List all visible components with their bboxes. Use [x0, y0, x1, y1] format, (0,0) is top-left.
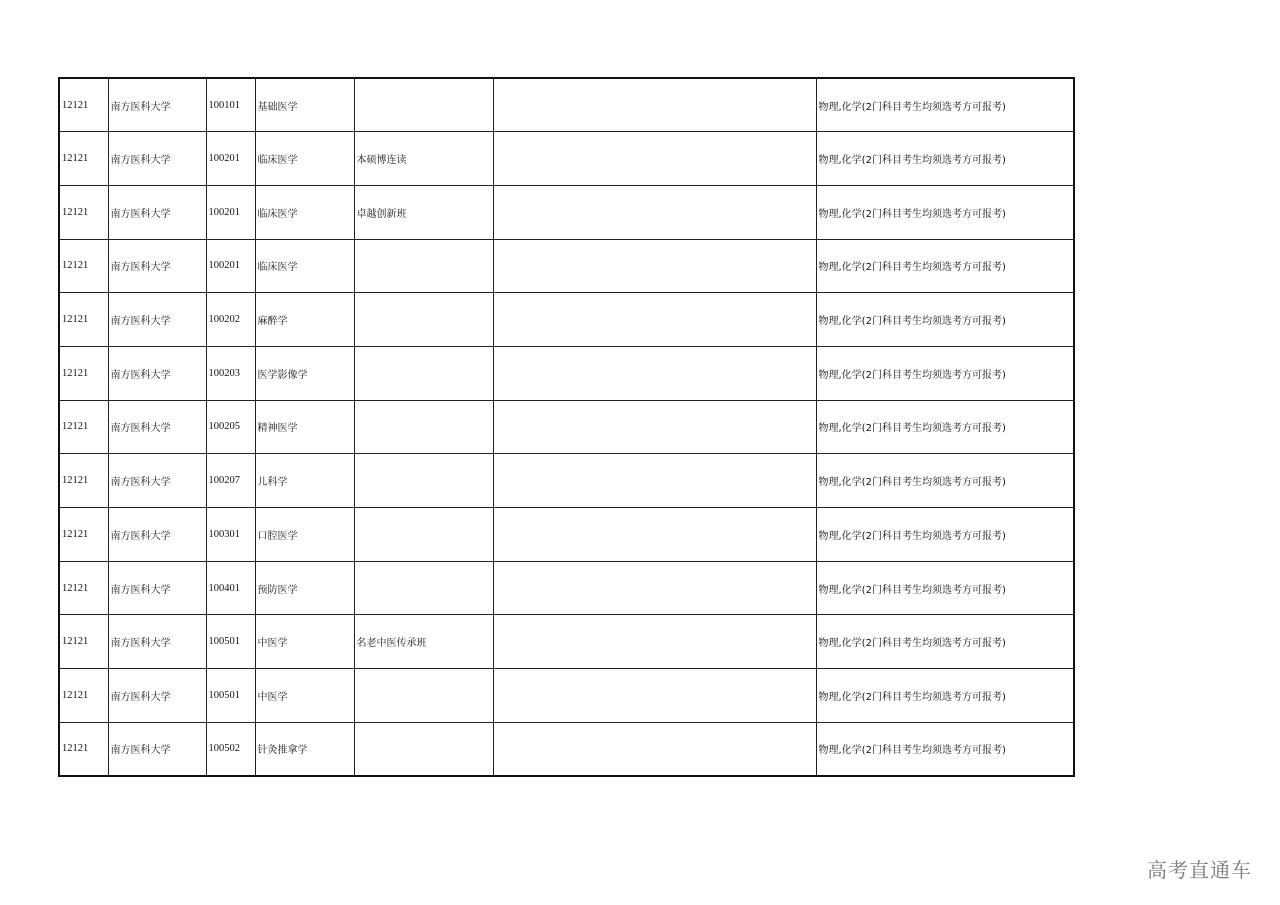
- major-note-cell: [354, 508, 493, 562]
- subject-requirement-cell: 物理,化学(2门科目考生均须选考方可报考): [816, 615, 1074, 669]
- major-note-cell: [354, 400, 493, 454]
- major-code-cell: 100301: [206, 508, 255, 562]
- major-note-cell: [354, 293, 493, 347]
- school-name-cell: 南方医科大学: [108, 615, 206, 669]
- school-name-cell: 南方医科大学: [108, 239, 206, 293]
- major-note-cell: 名老中医传承班: [354, 615, 493, 669]
- major-note-cell: [354, 561, 493, 615]
- major-note-cell: [354, 346, 493, 400]
- blank-cell: [493, 185, 816, 239]
- major-name-cell: 医学影像学: [255, 346, 354, 400]
- blank-cell: [493, 293, 816, 347]
- major-note-cell: 本硕博连读: [354, 132, 493, 186]
- major-code-cell: 100501: [206, 615, 255, 669]
- blank-cell: [493, 669, 816, 723]
- blank-cell: [493, 508, 816, 562]
- blank-cell: [493, 400, 816, 454]
- admission-requirements-table: [58, 77, 1075, 777]
- subject-requirement-cell: 物理,化学(2门科目考生均须选考方可报考): [816, 508, 1074, 562]
- table-row: [59, 346, 1074, 400]
- school-name-cell: 南方医科大学: [108, 561, 206, 615]
- school-code-cell: 12121: [59, 78, 108, 132]
- school-code-cell: 12121: [59, 722, 108, 776]
- major-code-cell: 100401: [206, 561, 255, 615]
- table-row: [59, 185, 1074, 239]
- major-note-cell: [354, 722, 493, 776]
- school-name-cell: 南方医科大学: [108, 185, 206, 239]
- subject-requirement-cell: 物理,化学(2门科目考生均须选考方可报考): [816, 78, 1074, 132]
- blank-cell: [493, 78, 816, 132]
- subject-requirement-cell: 物理,化学(2门科目考生均须选考方可报考): [816, 346, 1074, 400]
- major-code-cell: 100201: [206, 239, 255, 293]
- major-note-cell: 卓越创新班: [354, 185, 493, 239]
- table-row: [59, 239, 1074, 293]
- subject-requirement-cell: 物理,化学(2门科目考生均须选考方可报考): [816, 293, 1074, 347]
- major-name-cell: 临床医学: [255, 132, 354, 186]
- subject-requirement-cell: 物理,化学(2门科目考生均须选考方可报考): [816, 400, 1074, 454]
- blank-cell: [493, 561, 816, 615]
- major-code-cell: 100201: [206, 185, 255, 239]
- school-name-cell: 南方医科大学: [108, 722, 206, 776]
- school-name-cell: 南方医科大学: [108, 508, 206, 562]
- table-row: [59, 722, 1074, 776]
- school-name-cell: 南方医科大学: [108, 346, 206, 400]
- watermark-text: 高考直通车: [1147, 858, 1252, 882]
- school-code-cell: 12121: [59, 400, 108, 454]
- school-name-cell: 南方医科大学: [108, 400, 206, 454]
- blank-cell: [493, 346, 816, 400]
- major-name-cell: 临床医学: [255, 239, 354, 293]
- major-name-cell: 预防医学: [255, 561, 354, 615]
- major-note-cell: [354, 78, 493, 132]
- major-note-cell: [354, 454, 493, 508]
- school-code-cell: 12121: [59, 346, 108, 400]
- table-row: [59, 78, 1074, 132]
- major-code-cell: 100205: [206, 400, 255, 454]
- major-name-cell: 针灸推拿学: [255, 722, 354, 776]
- subject-requirement-cell: 物理,化学(2门科目考生均须选考方可报考): [816, 454, 1074, 508]
- subject-requirement-cell: 物理,化学(2门科目考生均须选考方可报考): [816, 722, 1074, 776]
- school-name-cell: 南方医科大学: [108, 78, 206, 132]
- school-code-cell: 12121: [59, 454, 108, 508]
- subject-requirement-cell: 物理,化学(2门科目考生均须选考方可报考): [816, 669, 1074, 723]
- subject-requirement-cell: 物理,化学(2门科目考生均须选考方可报考): [816, 132, 1074, 186]
- blank-cell: [493, 615, 816, 669]
- school-name-cell: 南方医科大学: [108, 669, 206, 723]
- major-code-cell: 100101: [206, 78, 255, 132]
- major-name-cell: 临床医学: [255, 185, 354, 239]
- blank-cell: [493, 239, 816, 293]
- major-code-cell: 100201: [206, 132, 255, 186]
- blank-cell: [493, 132, 816, 186]
- major-code-cell: 100202: [206, 293, 255, 347]
- major-name-cell: 麻醉学: [255, 293, 354, 347]
- school-name-cell: 南方医科大学: [108, 293, 206, 347]
- major-name-cell: 儿科学: [255, 454, 354, 508]
- major-name-cell: 中医学: [255, 615, 354, 669]
- major-note-cell: [354, 669, 493, 723]
- table-row: [59, 561, 1074, 615]
- table-row: [59, 454, 1074, 508]
- major-name-cell: 基础医学: [255, 78, 354, 132]
- school-name-cell: 南方医科大学: [108, 454, 206, 508]
- table-row: [59, 293, 1074, 347]
- school-code-cell: 12121: [59, 508, 108, 562]
- school-code-cell: 12121: [59, 293, 108, 347]
- table-row: [59, 132, 1074, 186]
- major-name-cell: 精神医学: [255, 400, 354, 454]
- subject-requirement-cell: 物理,化学(2门科目考生均须选考方可报考): [816, 185, 1074, 239]
- subject-requirement-cell: 物理,化学(2门科目考生均须选考方可报考): [816, 561, 1074, 615]
- school-code-cell: 12121: [59, 185, 108, 239]
- major-note-cell: [354, 239, 493, 293]
- major-code-cell: 100207: [206, 454, 255, 508]
- school-name-cell: 南方医科大学: [108, 132, 206, 186]
- major-name-cell: 口腔医学: [255, 508, 354, 562]
- school-code-cell: 12121: [59, 669, 108, 723]
- blank-cell: [493, 722, 816, 776]
- table-body: [59, 78, 1074, 776]
- school-code-cell: 12121: [59, 615, 108, 669]
- table-row: [59, 400, 1074, 454]
- table-row: [59, 669, 1074, 723]
- subject-requirement-cell: 物理,化学(2门科目考生均须选考方可报考): [816, 239, 1074, 293]
- major-code-cell: 100203: [206, 346, 255, 400]
- school-code-cell: 12121: [59, 132, 108, 186]
- blank-cell: [493, 454, 816, 508]
- school-code-cell: 12121: [59, 239, 108, 293]
- table-row: [59, 508, 1074, 562]
- major-code-cell: 100502: [206, 722, 255, 776]
- major-code-cell: 100501: [206, 669, 255, 723]
- table-row: [59, 615, 1074, 669]
- school-code-cell: 12121: [59, 561, 108, 615]
- major-name-cell: 中医学: [255, 669, 354, 723]
